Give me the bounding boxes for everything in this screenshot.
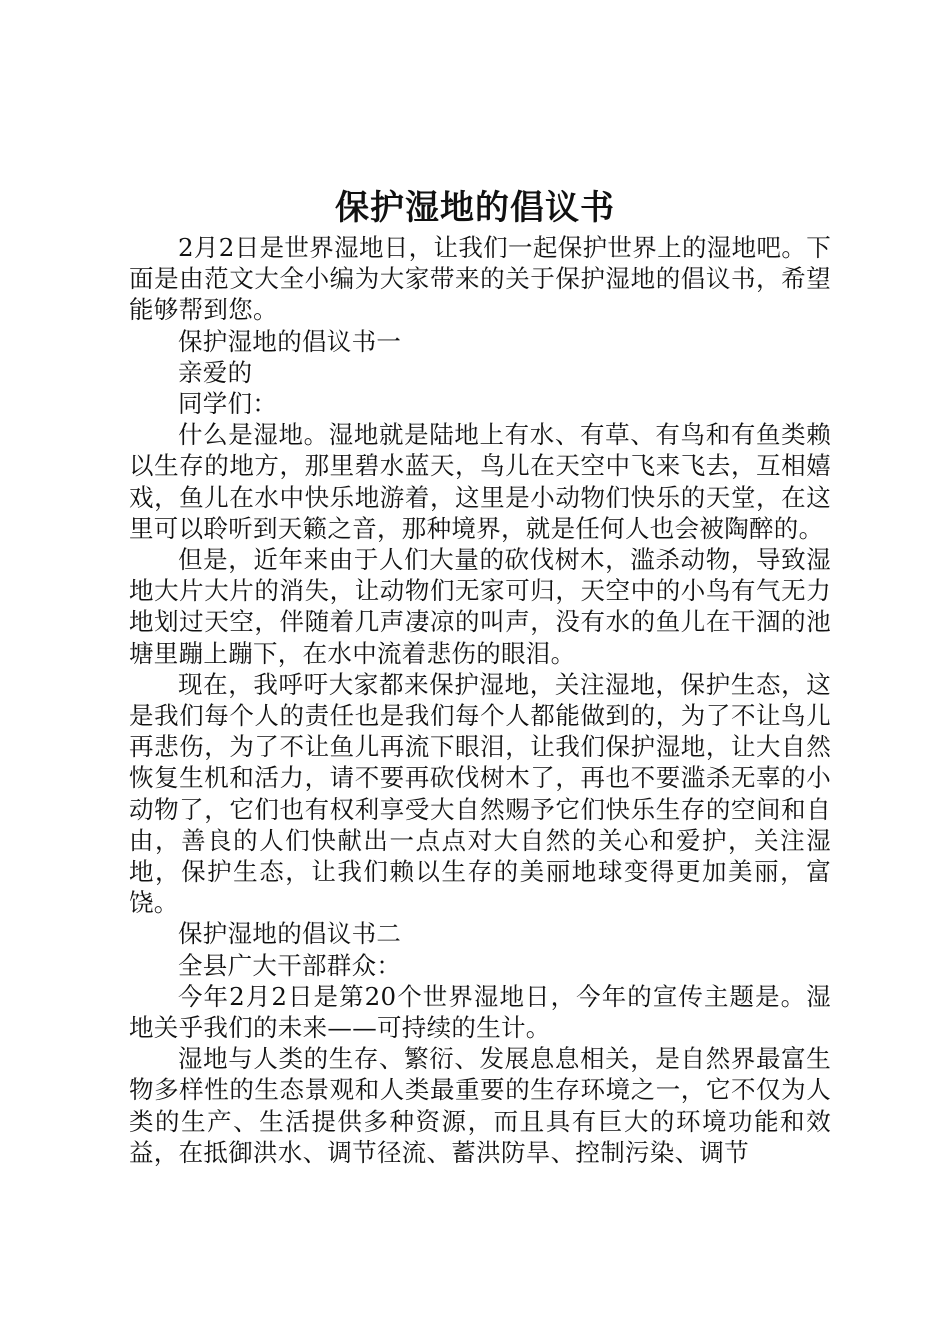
salutation-line: 亲爱的 — [178, 357, 253, 387]
document-title: 保护湿地的倡议书 — [335, 188, 615, 228]
body-paragraph: 今年2月2日是第20个世界湿地日，今年的宣传主题是。湿地关乎我们的未来——可持续的生计。 — [129, 981, 831, 1043]
body-paragraph: 什么是湿地。湿地就是陆地上有水、有草、有鸟和有鱼类赖以生存的地方，那里碧水蓝天，鸟儿在天空中飞来飞去，互相嬉戏，鱼儿在水中快乐地游着，这里是小动物们快乐的天堂，在这里可以聆听到天籁之音，那种境界，就是任何人也会被陶醉的。 — [129, 420, 831, 543]
document-body — [129, 232, 831, 1168]
salutation-line: 同学们： — [178, 389, 278, 419]
body-paragraph: 现在，我呼吁大家都来保护湿地，关注湿地，保护生态，这是我们每个人的责任也是我们每个人都能做到的，为了不让鸟儿再悲伤，为了不让鱼儿再流下眼泪，让我们保护湿地，让大自然恢复生机和活力，请不要再砍伐树木了，再也不要滥杀无辜的小动物了，它们也有权利享受大自然赐予它们快乐生存的空间和自由，善良的人们快献出一点点对大自然的关心和爱护，关注湿地，保护生态，让我们赖以生存的美丽地球变得更加美丽，富饶。 — [129, 669, 831, 918]
intro-paragraph: 2月2日是世界湿地日，让我们一起保护世界上的湿地吧。下面是由范文大全小编为大家带来的关于保护湿地的倡议书，希望能够帮到您。 — [129, 233, 831, 325]
body-paragraph: 但是，近年来由于人们大量的砍伐树木，滥杀动物，导致湿地大片大片的消失，让动物们无家可归，天空中的小鸟有气无力地划过天空，伴随着几声凄凉的叫声，没有水的鱼儿在干涸的池塘里蹦上蹦下，在水中流着悲伤的眼泪。 — [129, 545, 831, 668]
salutation-line: 全县广大干部群众： — [178, 950, 402, 980]
section-heading-two: 保护湿地的倡议书二 — [178, 919, 402, 949]
section-heading-one: 保护湿地的倡议书一 — [178, 326, 402, 356]
body-paragraph: 湿地与人类的生存、繁衍、发展息息相关，是自然界最富生物多样性的生态景观和人类最重要的生存环境之一，它不仅为人类的生产、生活提供多种资源，而且具有巨大的环境功能和效益，在抵御洪水、调节径流、蓄洪防旱、控制污染、调节 — [129, 1044, 831, 1167]
